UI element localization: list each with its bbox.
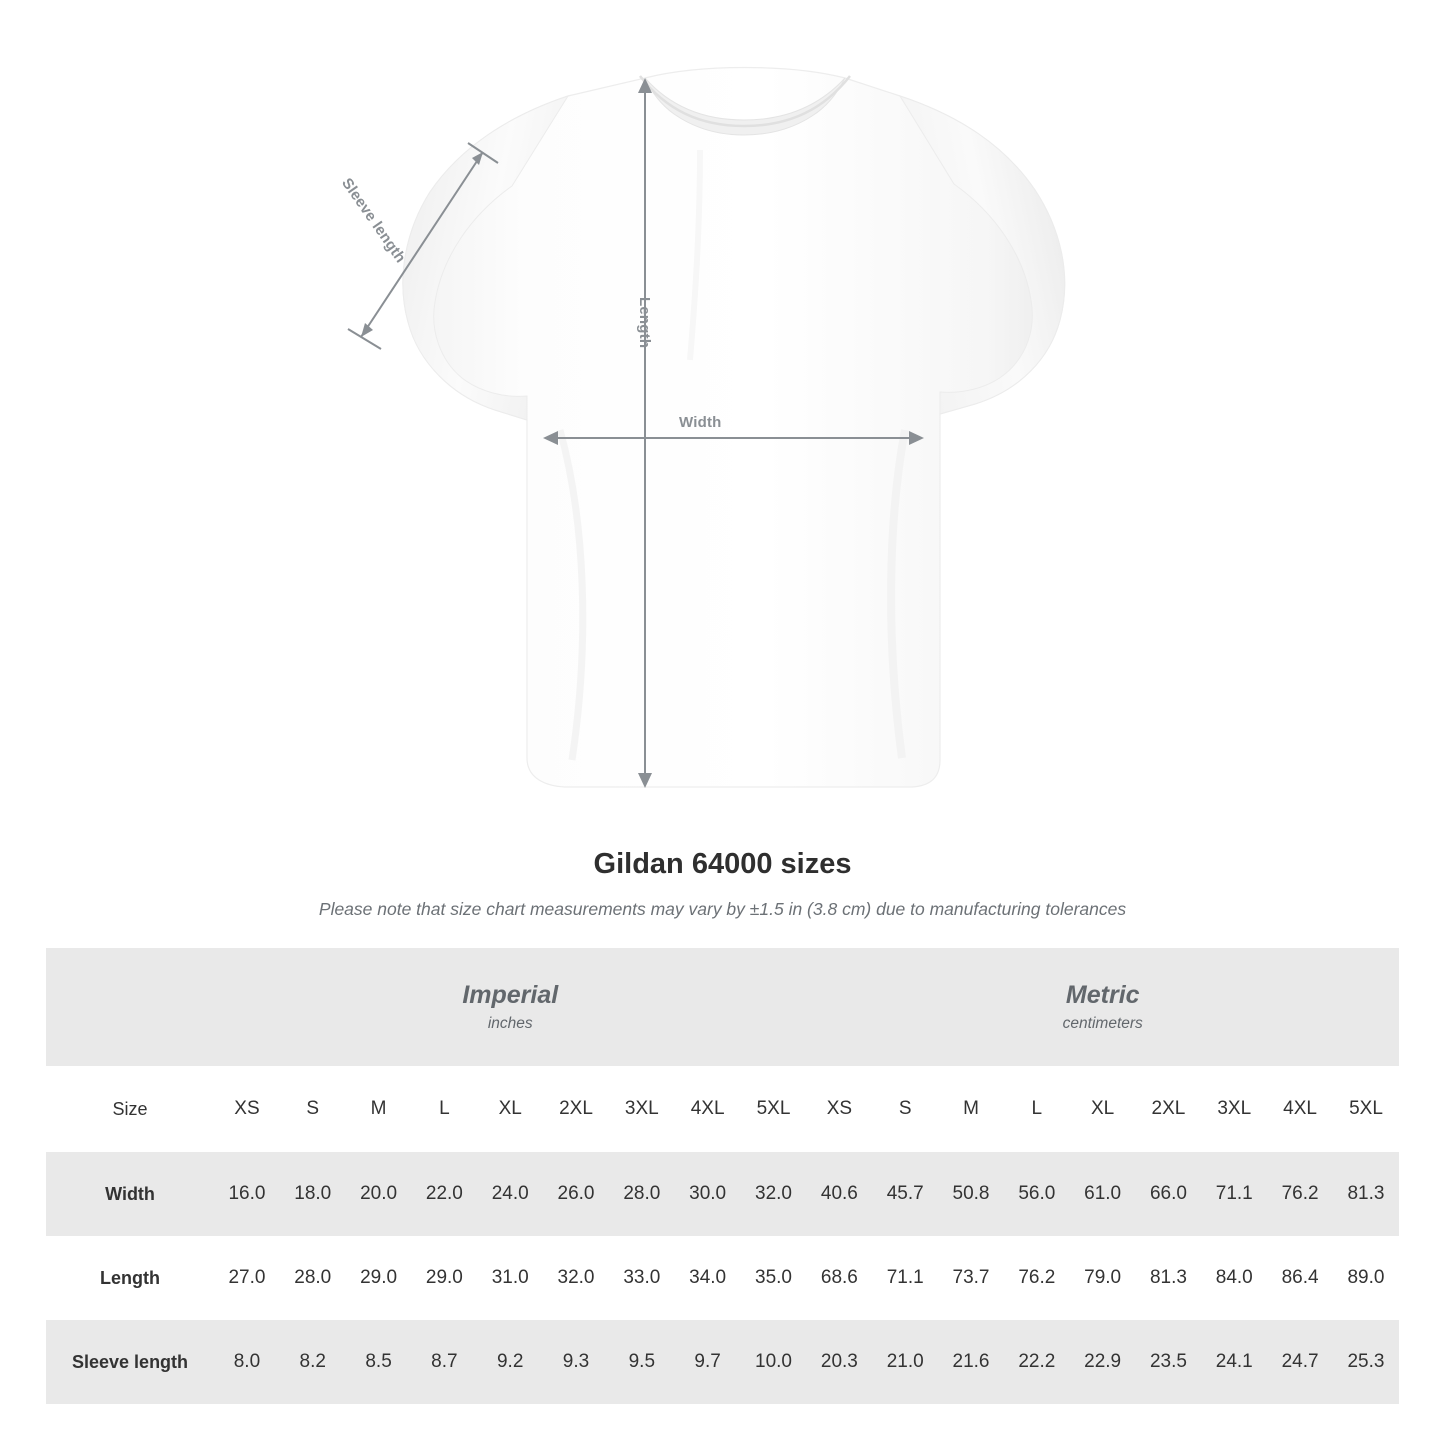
cell-width-imp-xs: 16.0 bbox=[214, 1152, 280, 1236]
col-header-met-s: S bbox=[872, 1066, 938, 1152]
cell-width-met-m: 50.8 bbox=[938, 1152, 1004, 1236]
page-title: Gildan 64000 sizes bbox=[593, 848, 852, 880]
table-row-width bbox=[46, 1152, 1399, 1236]
size-header-row bbox=[46, 1066, 1399, 1152]
cell-width-met-5xl: 81.3 bbox=[1333, 1152, 1399, 1236]
cell-sleeve-met-4xl: 24.7 bbox=[1267, 1320, 1333, 1404]
size-table-wrapper bbox=[46, 948, 1399, 1404]
col-header-met-5xl: 5XL bbox=[1333, 1066, 1399, 1152]
cell-sleeve-met-5xl: 25.3 bbox=[1333, 1320, 1399, 1404]
cell-sleeve-imp-xs: 8.0 bbox=[214, 1320, 280, 1404]
unit-row-spacer bbox=[46, 948, 214, 1066]
cell-length-met-2xl: 81.3 bbox=[1149, 1267, 1187, 1288]
cell-sleeve-imp-m: 8.5 bbox=[346, 1320, 412, 1404]
cell-width-imp-2xl: 26.0 bbox=[543, 1152, 609, 1236]
cell-sleeve-met-l: 22.2 bbox=[1004, 1320, 1070, 1404]
metric-group-header bbox=[806, 948, 1399, 1066]
size-table bbox=[46, 948, 1399, 1404]
row-label-sleeve-length: Sleeve length bbox=[46, 1320, 214, 1404]
cell-sleeve-imp-3xl: 9.5 bbox=[609, 1320, 675, 1404]
cell-length-imp-3xl: 33.0 bbox=[623, 1267, 661, 1288]
length-label: Length bbox=[636, 297, 653, 349]
imperial-group-header bbox=[214, 948, 806, 1066]
cell-sleeve-met-3xl: 24.1 bbox=[1201, 1320, 1267, 1404]
col-header-met-m: M bbox=[938, 1066, 1004, 1152]
col-header-imp-4xl: 4XL bbox=[675, 1066, 741, 1152]
col-header-met-2xl: 2XL bbox=[1136, 1066, 1202, 1152]
cell-sleeve-met-2xl: 23.5 bbox=[1136, 1320, 1202, 1404]
row-label-width: Width bbox=[46, 1152, 214, 1236]
width-label: Width bbox=[679, 414, 722, 431]
cell-length-met-4xl: 86.4 bbox=[1281, 1267, 1319, 1288]
col-header-imp-2xl: 2XL bbox=[543, 1066, 609, 1152]
col-header-imp-5xl: 5XL bbox=[741, 1066, 807, 1152]
cell-sleeve-imp-2xl: 9.3 bbox=[543, 1320, 609, 1404]
cell-length-met-xl: 79.0 bbox=[1084, 1267, 1122, 1288]
sleeve-length-label: Sleeve length bbox=[338, 175, 409, 267]
cell-width-met-xl: 61.0 bbox=[1070, 1152, 1136, 1236]
cell-length-met-xs: 68.6 bbox=[820, 1267, 858, 1288]
cell-width-imp-m: 20.0 bbox=[346, 1152, 412, 1236]
cell-width-imp-l: 22.0 bbox=[411, 1152, 477, 1236]
metric-unit-label: centimeters bbox=[1062, 1015, 1143, 1033]
cell-sleeve-imp-4xl: 9.7 bbox=[675, 1320, 741, 1404]
cell-width-met-xs: 40.6 bbox=[806, 1152, 872, 1236]
cell-width-met-s: 45.7 bbox=[872, 1152, 938, 1236]
unit-system-row bbox=[46, 948, 1399, 1066]
col-header-met-3xl: 3XL bbox=[1201, 1066, 1267, 1152]
col-header-met-l: L bbox=[1004, 1066, 1070, 1152]
col-header-met-xs: XS bbox=[806, 1066, 872, 1152]
cell-length-imp-xs: 27.0 bbox=[228, 1267, 266, 1288]
cell-length-imp-s: 28.0 bbox=[294, 1267, 332, 1288]
cell-sleeve-imp-xl: 9.2 bbox=[477, 1320, 543, 1404]
cell-sleeve-met-xl: 22.9 bbox=[1070, 1320, 1136, 1404]
cell-width-imp-3xl: 28.0 bbox=[609, 1152, 675, 1236]
cell-length-imp-4xl: 34.0 bbox=[689, 1267, 727, 1288]
col-header-imp-s: S bbox=[280, 1066, 346, 1152]
col-header-imp-xl: XL bbox=[477, 1066, 543, 1152]
cell-sleeve-imp-l: 8.7 bbox=[411, 1320, 477, 1404]
cell-width-imp-5xl: 32.0 bbox=[741, 1152, 807, 1236]
cell-length-met-5xl: 89.0 bbox=[1347, 1267, 1385, 1288]
cell-width-met-l: 56.0 bbox=[1004, 1152, 1070, 1236]
size-header-label: Size bbox=[46, 1066, 214, 1152]
cell-width-met-3xl: 71.1 bbox=[1201, 1152, 1267, 1236]
cell-width-imp-4xl: 30.0 bbox=[675, 1152, 741, 1236]
table-row-sleeve-length bbox=[46, 1320, 1399, 1404]
cell-length-imp-m: 29.0 bbox=[360, 1267, 398, 1288]
cell-length-imp-xl: 31.0 bbox=[491, 1267, 529, 1288]
cell-width-imp-xl: 24.0 bbox=[477, 1152, 543, 1236]
imperial-unit-label: inches bbox=[487, 1015, 533, 1033]
cell-length-imp-5xl: 35.0 bbox=[755, 1267, 792, 1288]
col-header-met-xl: XL bbox=[1070, 1066, 1136, 1152]
cell-length-met-m: 73.7 bbox=[952, 1267, 990, 1288]
cell-sleeve-met-xs: 20.3 bbox=[806, 1320, 872, 1404]
cell-length-met-s: 71.1 bbox=[886, 1267, 924, 1288]
col-header-imp-xs: XS bbox=[214, 1066, 280, 1152]
cell-width-met-2xl: 66.0 bbox=[1136, 1152, 1202, 1236]
cell-sleeve-imp-s: 8.2 bbox=[280, 1320, 346, 1404]
cell-length-met-3xl: 84.0 bbox=[1215, 1267, 1253, 1288]
cell-length-met-l: 76.2 bbox=[1018, 1267, 1056, 1288]
row-label-length: Length bbox=[100, 1267, 161, 1288]
cell-width-met-4xl: 76.2 bbox=[1267, 1152, 1333, 1236]
cell-length-imp-2xl: 32.0 bbox=[557, 1267, 595, 1288]
col-header-imp-m: M bbox=[346, 1066, 412, 1152]
metric-system-label: Metric bbox=[1065, 980, 1140, 1009]
cell-sleeve-met-m: 21.6 bbox=[938, 1320, 1004, 1404]
cell-width-imp-s: 18.0 bbox=[280, 1152, 346, 1236]
col-header-imp-l: L bbox=[411, 1066, 477, 1152]
cell-sleeve-imp-5xl: 10.0 bbox=[741, 1320, 807, 1404]
cell-length-imp-l: 29.0 bbox=[425, 1267, 463, 1288]
tolerance-note: Please note that size chart measurements may vary by ±1.5 in (3.8 cm) due to manufacturing tolerances bbox=[318, 899, 1127, 919]
col-header-imp-3xl: 3XL bbox=[609, 1066, 675, 1152]
table-row-length bbox=[46, 1236, 1399, 1320]
imperial-system-label: Imperial bbox=[462, 980, 559, 1009]
cell-sleeve-met-s: 21.0 bbox=[872, 1320, 938, 1404]
col-header-met-4xl: 4XL bbox=[1267, 1066, 1333, 1152]
